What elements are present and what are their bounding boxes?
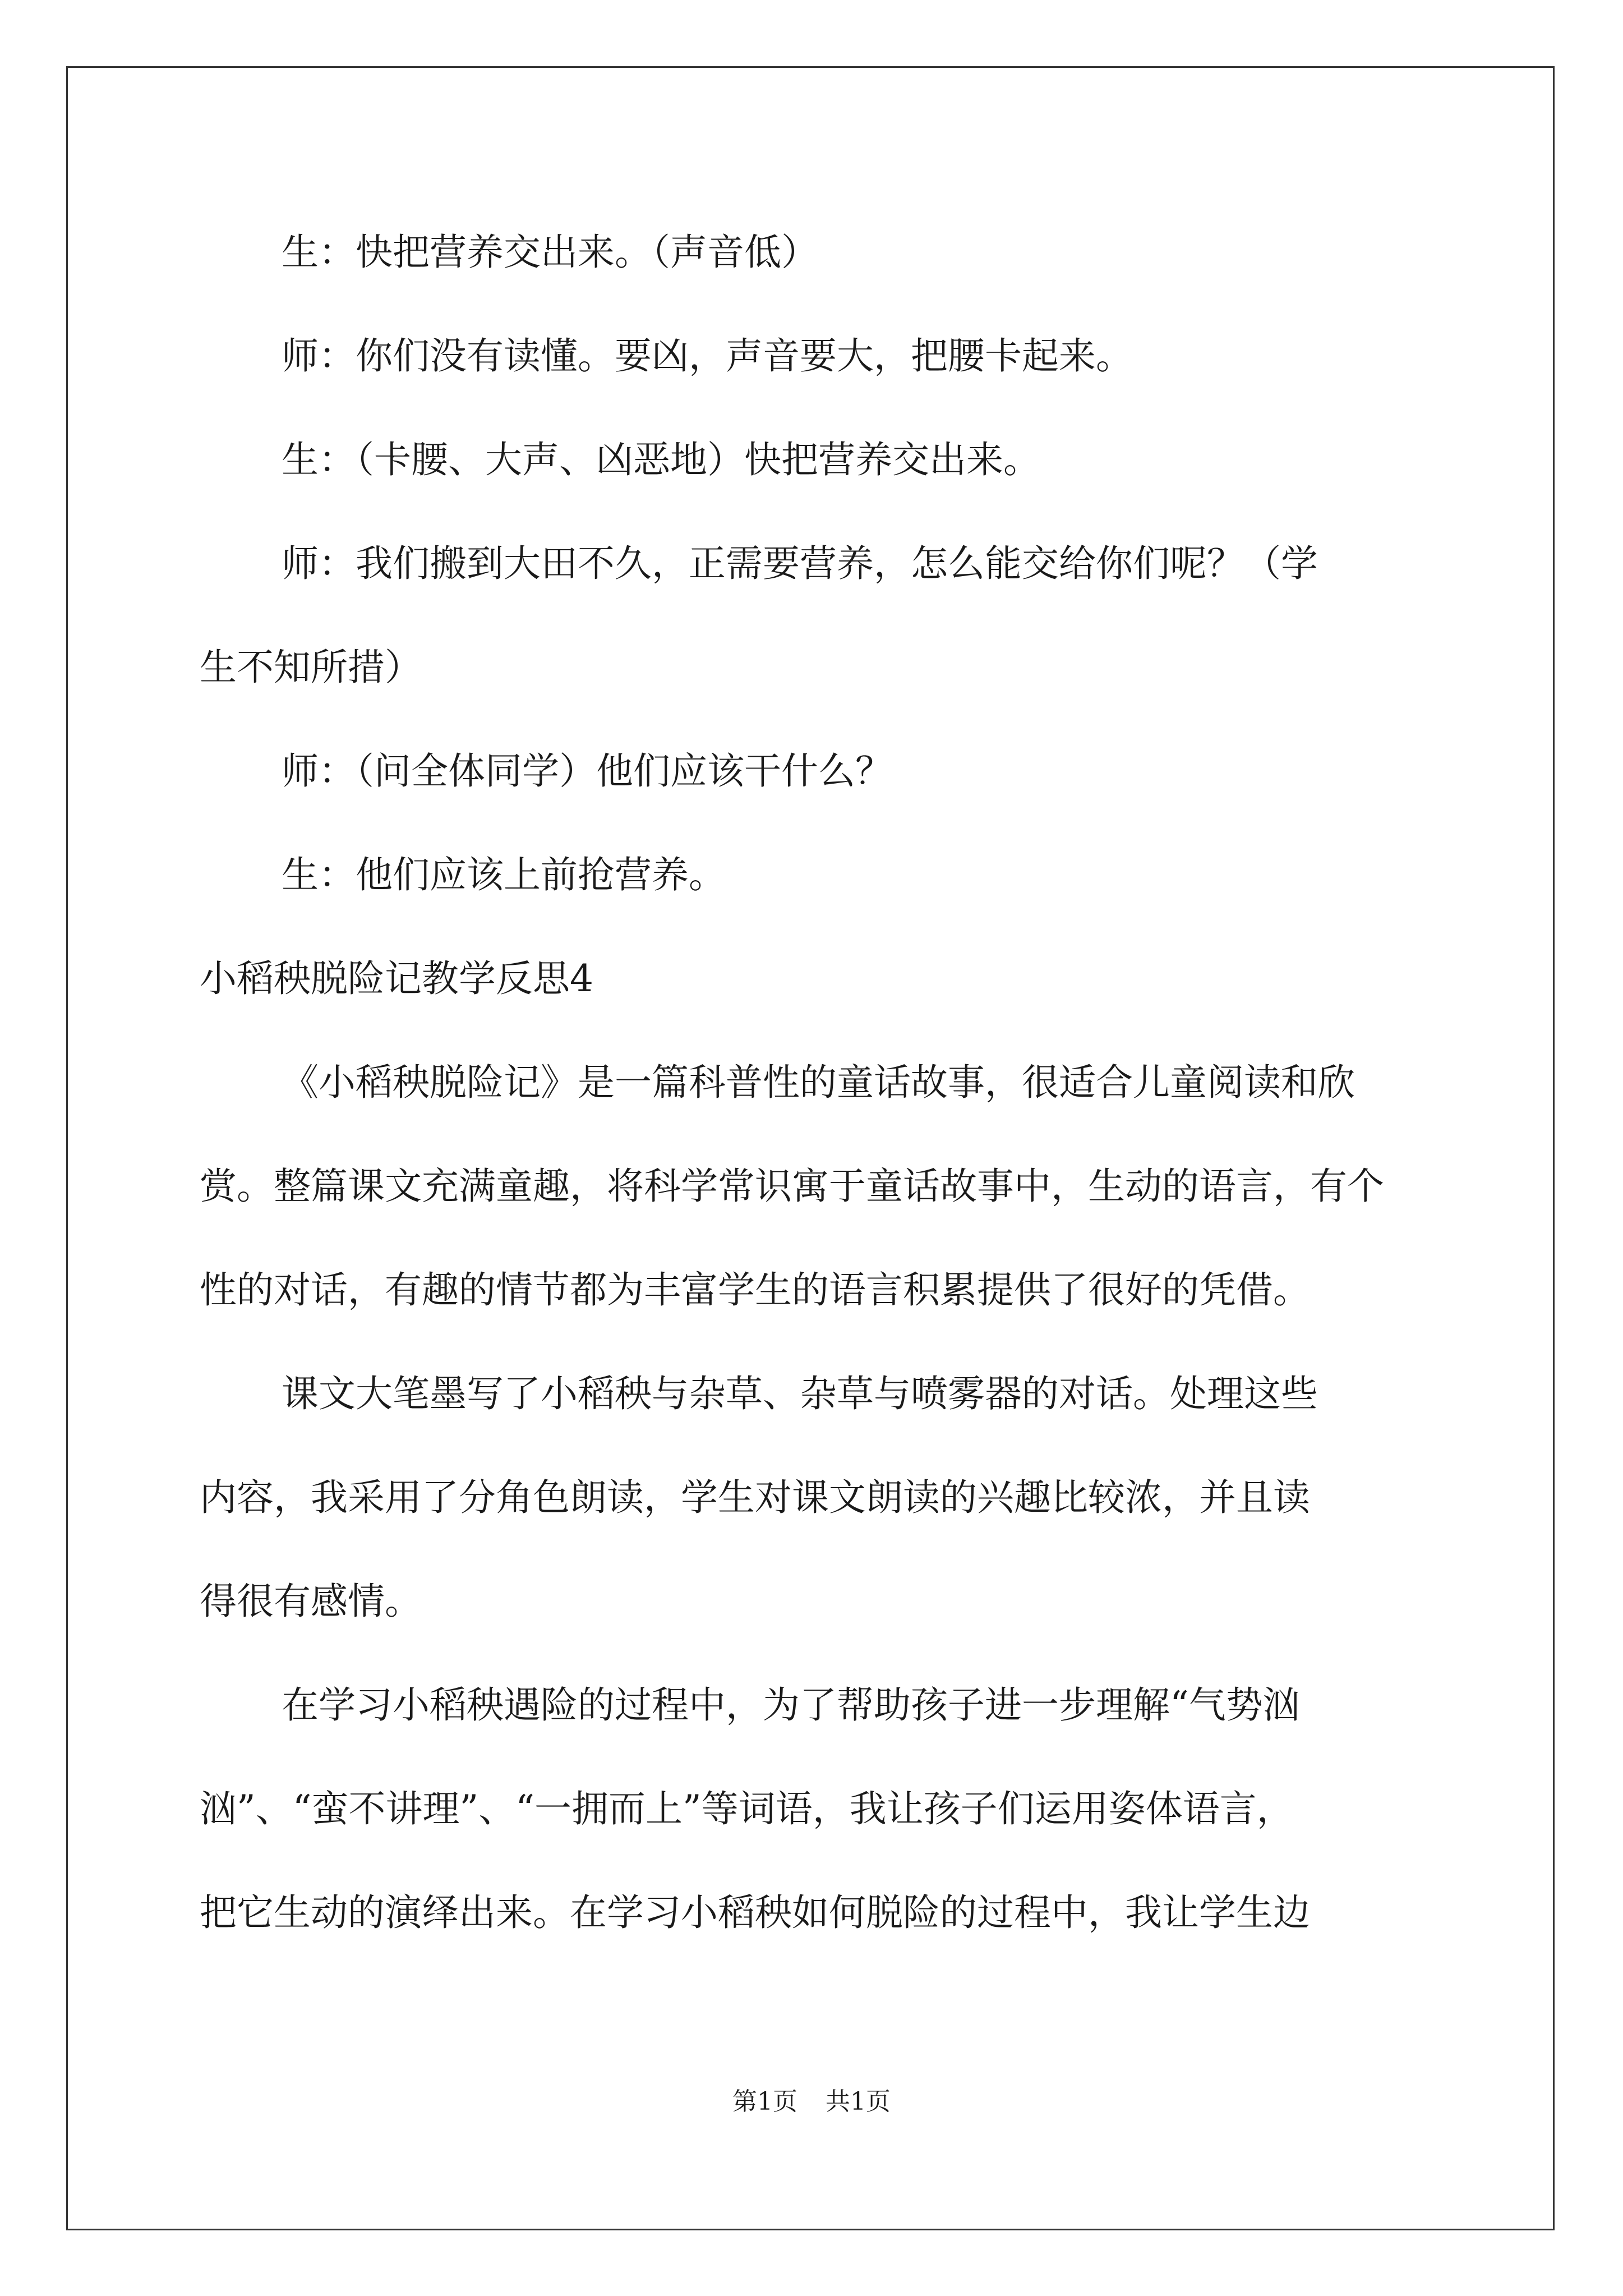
dialogue-line: 师：你们没有读懂。要凶，声音要大，把腰卡起来。	[282, 334, 1133, 378]
dialogue-line: 师：我们搬到大田不久，正需要营养，怎么能交给你们呢？（学	[282, 542, 1318, 585]
paragraph-line: 把它生动的演绎出来。在学习小稻秧如何脱险的过程中，我让学生边	[200, 1891, 1310, 1934]
page-number: 第1页	[732, 2087, 797, 2116]
paragraph-line: 赏。整篇课文充满童趣，将科学常识寓于童话故事中，生动的语言，有个	[200, 1165, 1384, 1208]
page-total: 共1页	[826, 2087, 891, 2116]
section-heading: 小稻秧脱险记教学反思4	[200, 957, 593, 1000]
dialogue-line: 生：快把营养交出来。（声音低）	[282, 231, 818, 274]
paragraph-line: 汹”、“蛮不讲理”、“一拥而上”等词语，我让孩子们运用姿体语言，	[200, 1787, 1294, 1830]
paragraph-line: 在学习小稻秧遇险的过程中，为了帮助孩子进一步理解“气势汹	[282, 1683, 1300, 1727]
dialogue-line: 生：他们应该上前抢营养。	[282, 853, 726, 896]
paragraph-line: 性的对话，有趣的情节都为丰富学生的语言积累提供了很好的凭借。	[200, 1268, 1310, 1312]
dialogue-line: 师：（问全体同学）他们应该干什么？	[282, 749, 892, 793]
paragraph-line: 《小稻秧脱险记》是一篇科普性的童话故事，很适合儿童阅读和欣	[282, 1061, 1355, 1104]
paragraph-line: 内容，我采用了分角色朗读，学生对课文朗读的兴趣比较浓，并且读	[200, 1476, 1310, 1519]
paragraph-line: 课文大笔墨写了小稻秧与杂草、杂草与喷雾器的对话。处理这些	[282, 1372, 1318, 1415]
dialogue-line-continuation: 生不知所措）	[200, 646, 422, 689]
page-footer	[0, 2081, 1623, 2117]
paragraph-line: 得很有感情。	[200, 1580, 422, 1623]
dialogue-line: 生：（卡腰、大声、凶恶地）快把营养交出来。	[282, 438, 1040, 481]
